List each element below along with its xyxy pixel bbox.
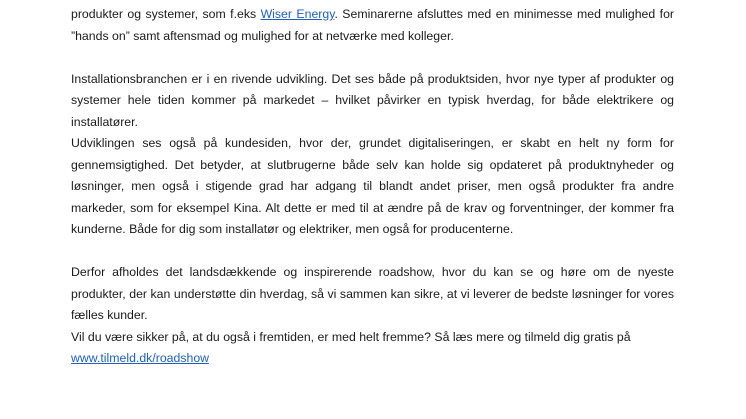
paragraph-spacer [71,241,674,263]
paragraph-text: . Seminarerne afsluttes med en minimesse med mulighed for ”hands on” samt aftensmad og mulighed for at netværke med kolleger. [71,7,675,43]
paragraph-industry-development: Installationsbranchen er i en rivende udvikling. Det ses både på produktsiden, hvor nye typer af produkter og systemer hele tiden kommer på markedet – hvilket påvirker en typisk hverdag, for både elektrikere og installatører. [71,71,674,129]
roadshow-signup-link[interactable]: www.tilmeld.dk/roadshow [71,351,210,365]
paragraph-roadshow: Derfor afholdes det landsdækkende og inspirerende roadshow, hvor du kan se og høre om de nyeste produkter, der kan understøtte din hverdag, så vi sammen kan sikre, at vi leverer de bedste løsninger for vores fælles kunder. [71,265,674,322]
paragraph-text: Vil du være sikker på, at du også i fremtiden, er med helt fremme? Så læs mere og tilmeld dig gratis på [71,329,631,344]
paragraph-spacer [71,47,674,69]
document-body [71,4,674,370]
paragraph-customer-side: Udviklingen ses også på kundesiden, hvor der, grundet digitaliseringen, er skabt en helt ny form for gennemsigtighed. Det betyder, at slutbrugerne både selv kan holde sig opdateret på produktnyheder og løsninger, men også i stigende grad har adgang til blandt andet priser, men også produkter fra andre markeder, som for eksempel Kina. Alt dette er med til at ændre på de krav og forventninger, der kommer fra kunderne. Både for dig som installatør og elektriker, men også for producenterne. [71,136,674,236]
paragraph-text: produkter og systemer, som f.eks [71,7,261,21]
paragraph-signup [71,327,674,370]
wiser-energy-link[interactable]: Wiser Energy [260,7,335,21]
paragraph-seminar-intro [71,4,674,47]
